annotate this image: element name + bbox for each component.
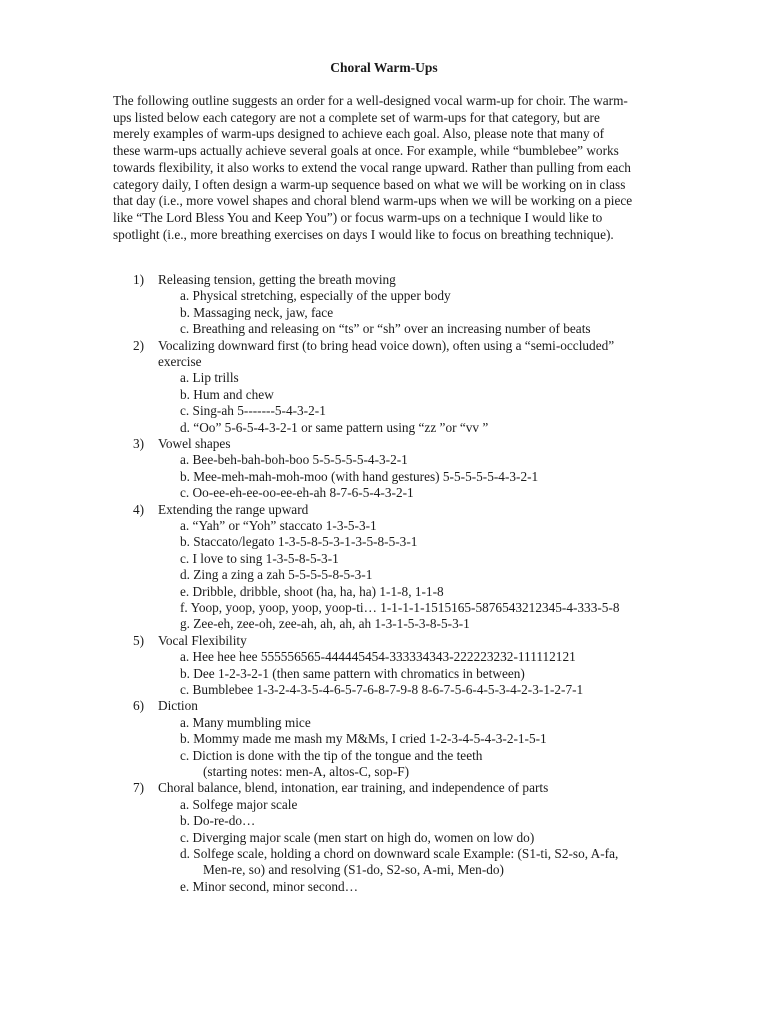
intro-line: like “The Lord Bless You and Keep You”) or focus warm-ups on a technique I would like to xyxy=(113,209,603,225)
section-heading: Extending the range upward xyxy=(158,501,309,517)
intro-line: category daily, I often design a warm-up sequence based on what we will be working on in class xyxy=(113,176,626,192)
section-heading: Releasing tension, getting the breath moving xyxy=(158,272,396,287)
list-item: b. Dee 1-2-3-2-1 (then same pattern with chromatics in between) xyxy=(180,665,525,681)
section-number: 6) xyxy=(133,698,145,714)
intro-line: spotlight (i.e., more breathing exercises on days I would like to focus on breathing technique). xyxy=(113,226,614,242)
intro-line: merely examples of warm-ups designed to achieve each goal. Also, please note that many of xyxy=(113,126,605,142)
list-item: c. Diverging major scale (men start on high do, women on low do) xyxy=(180,829,535,845)
section-heading: Vowel shapes xyxy=(158,436,231,451)
list-item: c. Diction is done with the tip of the tongue and the teeth xyxy=(180,747,483,763)
section-heading: Vocal Flexibility xyxy=(158,632,247,648)
section-heading-continued: exercise xyxy=(158,354,202,369)
section-number: 4) xyxy=(133,501,145,517)
section-number: 5) xyxy=(133,632,145,648)
list-item: b. Staccato/legato 1-3-5-8-5-3-1-3-5-8-5-3-1 xyxy=(180,534,418,550)
section-number: 2) xyxy=(133,337,145,353)
list-item: c. Breathing and releasing on “ts” or “sh” over an increasing number of beats xyxy=(180,321,591,337)
intro-line: these warm-ups actually achieve several goals at once. For example, while “bumblebee” works xyxy=(113,143,619,159)
list-item: d. “Oo” 5-6-5-4-3-2-1 or same pattern using “zz ”or “vv ” xyxy=(180,419,489,435)
intro-line: that day (i.e., more vowel shapes and choral blend warm-ups when we will be working on a piece xyxy=(113,193,633,209)
list-item: a. Solfege major scale xyxy=(180,796,298,812)
list-item: c. Oo-ee-eh-ee-oo-ee-eh-ah 8-7-6-5-4-3-2-1 xyxy=(180,485,414,501)
list-item: e. Minor second, minor second… xyxy=(180,878,358,894)
list-item-continued: Men-re, so) and resolving (S1-do, S2-so, A-mi, Men-do) xyxy=(203,862,504,878)
list-item: g. Zee-eh, zee-oh, zee-ah, ah, ah, ah 1-3-1-5-3-8-5-3-1 xyxy=(180,616,470,632)
intro-line: ups listed below each category are not a complete set of warm-ups for that category, but are xyxy=(113,109,600,125)
list-item: a. Bee-beh-bah-boh-boo 5-5-5-5-5-4-3-2-1 xyxy=(180,452,408,468)
list-item: c. I love to sing 1-3-5-8-5-3-1 xyxy=(180,550,339,566)
list-item: a. “Yah” or “Yoh” staccato 1-3-5-3-1 xyxy=(180,518,377,533)
list-item: a. Lip trills xyxy=(180,370,239,386)
intro-paragraph xyxy=(113,93,658,243)
section-number: 3) xyxy=(133,436,145,451)
section-heading: Choral balance, blend, intonation, ear training, and independence of parts xyxy=(158,780,549,796)
list-item: e. Dribble, dribble, shoot (ha, ha, ha) 1-1-8, 1-1-8 xyxy=(180,583,444,599)
section-heading: Vocalizing downward first (to bring head voice down), often using a “semi-occluded” xyxy=(158,337,615,353)
intro-line: The following outline suggests an order for a well-designed vocal warm-up for choir. The warm- xyxy=(113,93,628,108)
list-item: b. Massaging neck, jaw, face xyxy=(180,304,334,320)
list-item: b. Mommy made me mash my M&Ms, I cried 1-2-3-4-5-4-3-2-1-5-1 xyxy=(180,731,547,747)
list-item: d. Solfege scale, holding a chord on downward scale Example: (S1-ti, S2-so, A-fa, xyxy=(180,846,619,861)
section-heading: Diction xyxy=(158,698,198,714)
section-number: 7) xyxy=(133,780,145,796)
list-item: a. Many mumbling mice xyxy=(180,714,311,730)
list-item: c. Bumblebee 1-3-2-4-3-5-4-6-5-7-6-8-7-9-8 8-6-7-5-6-4-5-3-4-2-3-1-2-7-1 xyxy=(180,682,584,697)
list-item: c. Sing-ah 5-------5-4-3-2-1 xyxy=(180,403,326,419)
section-number: 1) xyxy=(133,272,145,287)
intro-line: towards flexibility, it also works to extend the vocal range upward. Rather than pulling from each xyxy=(113,159,631,175)
list-item: b. Mee-meh-mah-moh-moo (with hand gestures) 5-5-5-5-5-4-3-2-1 xyxy=(180,468,539,484)
list-item: b. Do-re-do… xyxy=(180,813,256,829)
list-item: f. Yoop, yoop, yoop, yoop, yoop-ti… 1-1-1-1-1515165-5876543212345-4-333-5-8 xyxy=(180,600,620,615)
list-item: d. Zing a zing a zah 5-5-5-5-8-5-3-1 xyxy=(180,567,373,583)
list-item: a. Hee hee hee 555556565-444445454-333334343-222223232-111112121 xyxy=(180,649,576,665)
list-item: a. Physical stretching, especially of the upper body xyxy=(180,288,451,304)
document-title: Choral Warm-Ups xyxy=(330,60,438,75)
list-item-note: (starting notes: men-A, altos-C, sop-F) xyxy=(203,764,410,779)
list-item: b. Hum and chew xyxy=(180,386,274,402)
